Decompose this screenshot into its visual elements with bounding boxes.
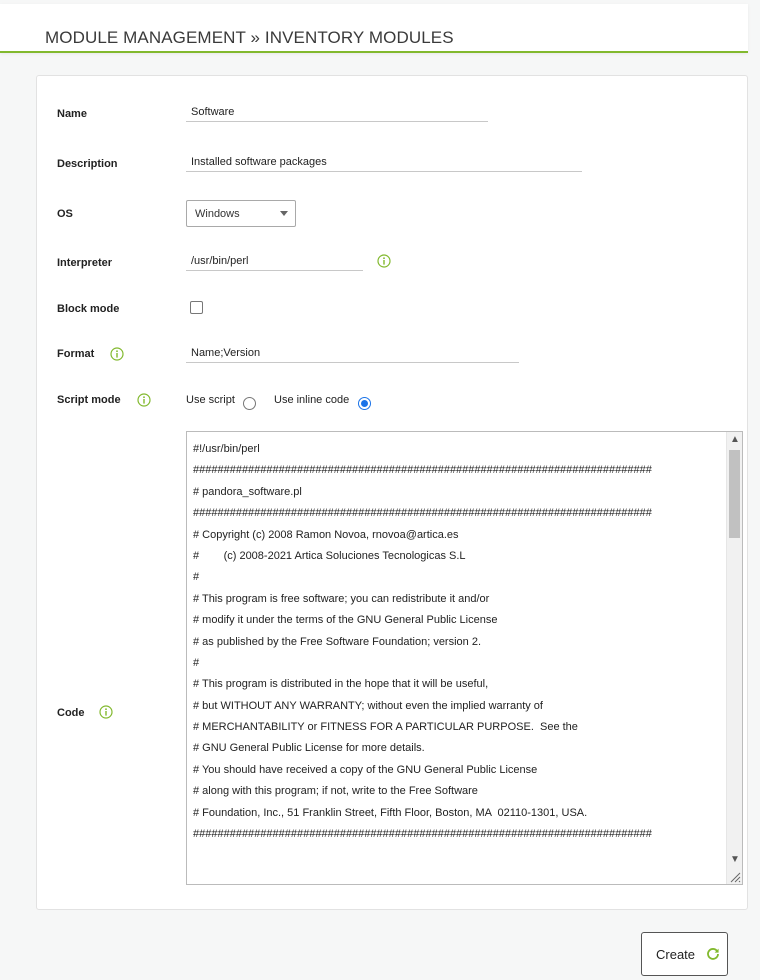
use-inline-code-radio[interactable] [358, 397, 371, 410]
page-header [0, 4, 748, 53]
format-input[interactable]: Name;Version [186, 343, 519, 363]
description-label: Description [57, 158, 118, 170]
code-label: Code [57, 707, 85, 719]
code-line: # along with this program; if not, write to the Free Software [193, 785, 478, 798]
interpreter-input[interactable]: /usr/bin/perl [186, 251, 363, 271]
code-line: # Foundation, Inc., 51 Franklin Street, Fifth Floor, Boston, MA 02110-1301, USA. [193, 806, 588, 819]
resize-grip-icon[interactable] [729, 871, 741, 883]
code-line: ########################################################################### [193, 507, 652, 520]
use-script-radio[interactable] [243, 397, 256, 410]
os-select[interactable] [186, 200, 296, 227]
code-line: # modify it under the terms of the GNU General Public License [193, 614, 498, 627]
code-line: # [193, 571, 200, 584]
format-label: Format [57, 348, 95, 360]
scroll-thumb[interactable] [729, 450, 740, 538]
use-inline-code-label: Use inline code [274, 394, 350, 406]
script-mode-label: Script mode [57, 394, 121, 406]
create-button-label: Create [656, 947, 696, 962]
scroll-down-icon[interactable]: ▼ [730, 854, 740, 865]
code-line: # GNU General Public License for more details. [193, 742, 425, 755]
chevron-down-icon [280, 211, 288, 216]
code-line: # This program is distributed in the hope that it will be useful, [193, 678, 489, 691]
code-line: # MERCHANTABILITY or FITNESS FOR A PARTICULAR PURPOSE. See the [193, 721, 578, 734]
interpreter-label: Interpreter [57, 257, 113, 269]
create-button[interactable] [641, 932, 728, 976]
code-line: # This program is free software; you can redistribute it and/or [193, 592, 490, 605]
name-input[interactable]: Software [186, 102, 488, 122]
info-icon[interactable] [137, 393, 151, 407]
info-icon[interactable] [110, 347, 124, 361]
refresh-icon [706, 947, 720, 961]
code-line: ########################################################################### [193, 828, 652, 841]
block-mode-label: Block mode [57, 303, 120, 315]
block-mode-checkbox[interactable] [190, 301, 203, 314]
code-line: # You should have received a copy of the GNU General Public License [193, 763, 538, 776]
description-input[interactable]: Installed software packages [186, 152, 582, 172]
code-line: #!/usr/bin/perl [193, 443, 260, 455]
code-line: # pandora_software.pl [193, 485, 302, 498]
name-label: Name [57, 108, 87, 120]
use-script-label: Use script [186, 394, 235, 406]
code-line: ########################################################################### [193, 464, 652, 477]
code-scrollbar[interactable] [726, 432, 742, 884]
code-line: # [193, 656, 200, 669]
code-line: # (c) 2008-2021 Artica Soluciones Tecnologicas S.L [193, 549, 466, 562]
code-line: # Copyright (c) 2008 Ramon Novoa, rnovoa@artica.es [193, 528, 459, 541]
info-icon[interactable] [99, 705, 113, 719]
code-line: # as published by the Free Software Foundation; version 2. [193, 635, 482, 648]
code-content [193, 439, 723, 845]
info-icon[interactable] [377, 254, 391, 268]
os-label: OS [57, 208, 73, 220]
os-select-value: Windows [195, 208, 240, 220]
code-textarea[interactable] [186, 431, 743, 885]
page-title: MODULE MANAGEMENT » INVENTORY MODULES [45, 28, 454, 47]
code-line: # but WITHOUT ANY WARRANTY; without even the implied warranty of [193, 699, 543, 712]
scroll-up-icon[interactable]: ▲ [730, 434, 740, 445]
